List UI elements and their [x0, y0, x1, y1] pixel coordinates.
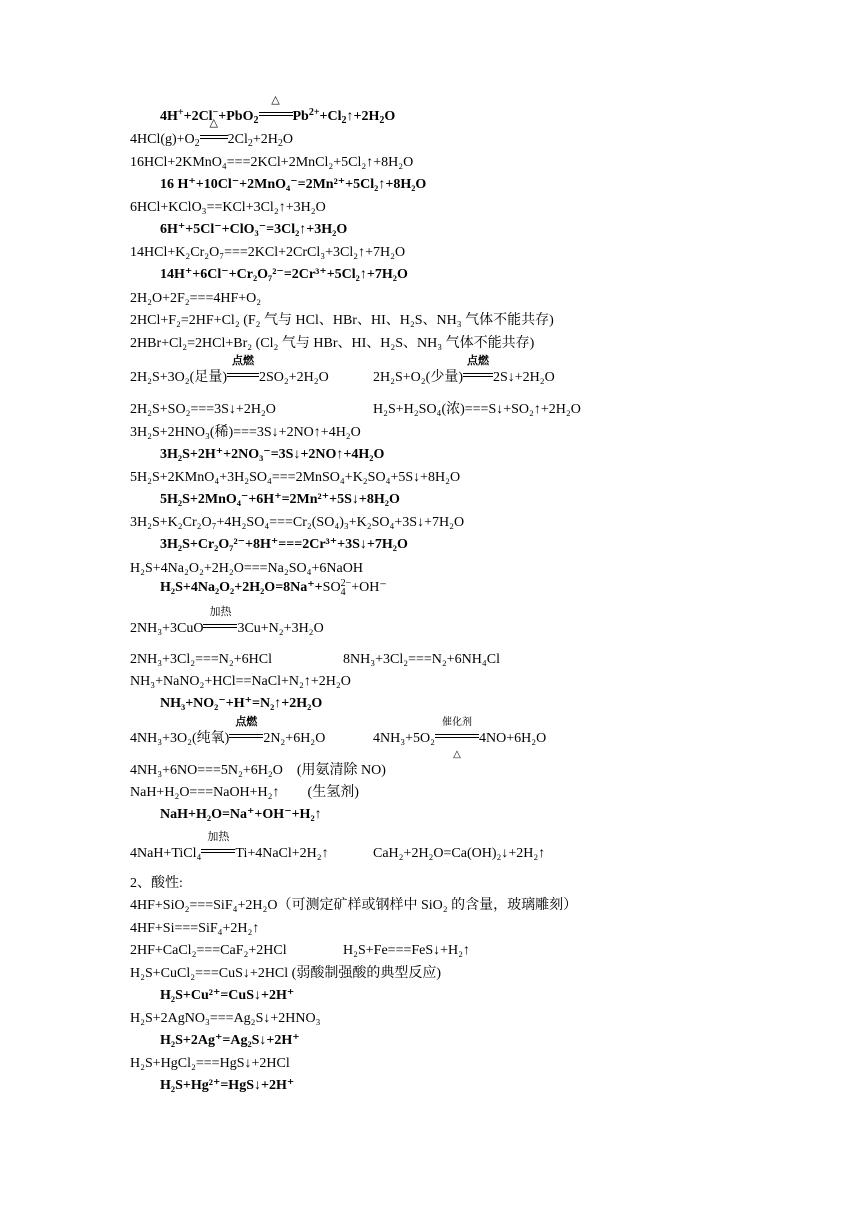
equation-hcl-k2cr2o7-ionic: 14H⁺+6Cl⁻+Cr₂O₇²⁻=2Cr³⁺+5Cl₂↑+7H₂O — [160, 267, 408, 282]
equation-h2s-h2so4: H₂S+H₂SO₄(浓)===S↓+SO₂↑+2H₂O — [373, 402, 581, 417]
equation-hcl-kclo3-ionic: 6H⁺+5Cl⁻+ClO₃⁻=3Cl₂↑+3H₂O — [160, 222, 348, 237]
equation-nh3-o2-catalytic: 4NH₃+5O₂ 催化剂 △ 4NO+6H₂O — [373, 717, 547, 760]
equation-h2s-cucl2: H₂S+CuCl₂===CuS↓+2HCl (弱酸制强酸的典型反应) — [130, 966, 441, 981]
equation-h2s-agno3: H₂S+2AgNO₃===Ag₂S↓+2HNO₃ — [130, 1011, 321, 1026]
equation-h2s-hno3: 3H₂S+2HNO₃(稀)===3S↓+2NO↑+4H₂O — [130, 425, 361, 440]
equation-h2s-hno3-ionic: 3H₂S+2H⁺+2NO₃⁻=3S↓+2NO↑+4H₂O — [160, 447, 385, 462]
equation-nh3-o2-pure: 4NH₃+3O₂(纯氧) 点燃 2N₂+6H₂O — [130, 716, 326, 746]
equation-pbo2-hcl-ionic: 4H++2Cl−+PbO$_2$ △ $Pb^{2+}+Cl_2↑+2H_2O$ — [160, 94, 396, 126]
equation-hcl-k2cr2o7: 14HCl+K₂Cr₂O₇===2KCl+2CrCl₃+3Cl₂↑+7H₂O — [130, 245, 406, 260]
equation-h2s-o2-excess: 2H₂S+3O₂(足量) 点燃 2SO₂+2H₂O — [130, 355, 329, 385]
equation-h2s-hg-ionic: H₂S+Hg²⁺=HgS↓+2H⁺ — [160, 1078, 295, 1093]
equation-h2s-ag-ionic: H₂S+2Ag⁺=Ag₂S↓+2H⁺ — [160, 1033, 300, 1048]
equation-h2o-f2: 2H₂O+2F₂===4HF+O₂ — [130, 291, 262, 306]
equation-hcl-f2: 2HCl+F₂=2HF+Cl₂ (F₂ 气与 HCl、HBr、HI、H₂S、NH₃ 气体不能共存) — [130, 313, 554, 328]
equation-h2s-na2o2-ionic: H₂S+4Na₂O₂+2H₂O=8Na⁺+SO2− 4 +OH⁻ — [160, 578, 387, 598]
equation-nh3-cl2-excess: 8NH₃+3Cl₂===N₂+6NH₄Cl — [343, 652, 501, 667]
equation-h2s-k2cr2o7: 3H₂S+K₂Cr₂O₇+4H₂SO₄===Cr₂(SO₄)₃+K₂SO₄+3S↓+7H₂O — [130, 515, 465, 530]
equation-hbr-cl2: 2HBr+Cl₂=2HCl+Br₂ (Cl₂ 气与 HBr、HI、H₂S、NH₃ 气体不能共存) — [130, 336, 535, 351]
equation-cah2-h2o: CaH₂+2H₂O=Ca(OH)₂↓+2H₂↑ — [373, 846, 546, 861]
equation-nah-ticl4: 4NaH+TiCl₄ 加热 Ti+4NaCl+2H₂↑ — [130, 831, 329, 861]
equation-hcl-o2: $4HCl(g)+O_2$ △ $2Cl_2+2H_2O$ — [130, 117, 294, 149]
equation-h2s-hgcl2: H₂S+HgCl₂===HgS↓+2HCl — [130, 1056, 290, 1071]
equation-nah-h2o: NaH+H₂O===NaOH+H₂↑ (生氢剂) — [130, 785, 359, 800]
equation-hcl-kmno4-ionic: 16 H⁺+10Cl⁻+2MnO₄⁻=2Mn²⁺+5Cl₂↑+8H₂O — [160, 177, 427, 192]
equation-nh3-cuo: 2NH₃+3CuO 加热 3Cu+N₂+3H₂O — [130, 606, 324, 636]
equation-nh3-nano2-ionic: NH₃+NO₂⁻+H⁺=N₂↑+2H₂O — [160, 696, 323, 711]
equation-h2s-so2: 2H₂S+SO₂===3S↓+2H₂O — [130, 402, 276, 417]
equation-h2s-o2-limited: 2H₂S+O₂(少量) 点燃 2S↓+2H₂O — [373, 355, 555, 385]
equation-nh3-nano2: NH₃+NaNO₂+HCl==NaCl+N₂↑+2H₂O — [130, 674, 351, 689]
equation-hf-cacl2: 2HF+CaCl₂===CaF₂+2HCl — [130, 943, 287, 958]
equation-nah-h2o-ionic: NaH+H₂O=Na⁺+OH⁻+H₂↑ — [160, 807, 322, 822]
section-heading-acidity: 2、酸性: — [130, 876, 183, 891]
equation-h2s-kmno4-ionic: 5H₂S+2MnO₄⁻+6H⁺=2Mn²⁺+5S↓+8H₂O — [160, 492, 400, 507]
equation-hcl-kclo3: 6HCl+KClO₃==KCl+3Cl₂↑+3H₂O — [130, 200, 326, 215]
equation-hcl-kmno4: 16HCl+2KMnO₄===2KCl+2MnCl₂+5Cl₂↑+8H₂O — [130, 155, 414, 170]
equation-h2s-kmno4: 5H₂S+2KMnO₄+3H₂SO₄===2MnSO₄+K₂SO₄+5S↓+8H₂O — [130, 470, 461, 485]
equation-nh3-no: 4NH₃+6NO===5N₂+6H₂O (用氨清除 NO) — [130, 763, 386, 778]
equation-hf-si: 4HF+Si===SiF₄+2H₂↑ — [130, 921, 260, 936]
equation-h2s-fe: H₂S+Fe===FeS↓+H₂↑ — [343, 943, 471, 958]
equation-h2s-na2o2: H₂S+4Na₂O₂+2H₂O===Na₂SO₄+6NaOH — [130, 561, 363, 576]
equation-hf-sio2: 4HF+SiO₂===SiF₄+2H₂O（可测定矿样或钢样中 SiO₂ 的含量，玻璃雕刻） — [130, 898, 578, 913]
equation-h2s-k2cr2o7-ionic: 3H₂S+Cr₂O₇²⁻+8H⁺===2Cr³⁺+3S↓+7H₂O — [160, 537, 408, 552]
equation-h2s-cu-ionic: H₂S+Cu²⁺=CuS↓+2H⁺ — [160, 988, 295, 1003]
equation-nh3-cl2: 2NH₃+3Cl₂===N₂+6HCl — [130, 652, 273, 667]
